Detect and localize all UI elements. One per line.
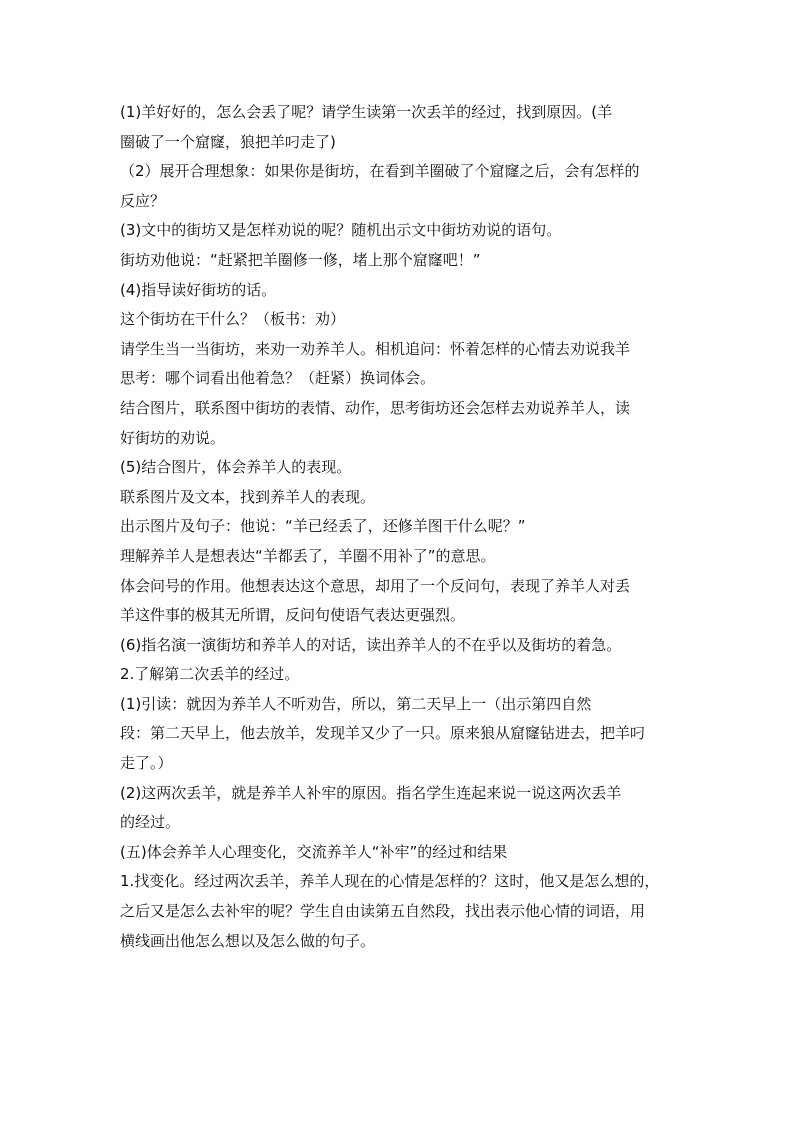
- text-line: 出示图片及句子：他说：“羊已经丢了，还修羊图干什么呢？”: [120, 517, 526, 536]
- text-line: (1)引读：就因为养羊人不听劝告，所以，第二天早上一（出示第四自然: [120, 694, 592, 713]
- text-line: 羊这件事的极其无所谓，反问句使语气表达更强烈。: [120, 606, 466, 625]
- text-line: 思考：哪个词看出他着急？（赶紧）换词体会。: [120, 369, 436, 388]
- lesson-text: [120, 98, 680, 956]
- text-line: 走了。）: [120, 754, 173, 773]
- text-line: 街坊劝他说：“赶紧把羊圈修一修，堵上那个窟窿吧！”: [120, 250, 481, 269]
- text-line: （2）展开合理想象：如果你是街坊，在看到羊圈破了个窟窿之后，会有怎样的: [120, 162, 640, 181]
- text-line: 联系图片及文本，找到养羊人的表现。: [120, 487, 376, 506]
- text-line: (4)指导读好街坊的话。: [120, 280, 277, 299]
- text-line: 横线画出他怎么想以及怎么做的句子。: [120, 931, 376, 950]
- text-line: 反应？: [120, 191, 166, 210]
- text-line: 之后又是怎么去补牢的呢？学生自由读第五自然段，找出表示他心情的词语，用: [120, 902, 646, 921]
- text-line: 1.找变化。经过两次丢羊，养羊人现在的心情是怎样的？这时，他又是怎么想的，: [120, 872, 660, 891]
- text-line: 2.了解第二次丢羊的经过。: [120, 665, 300, 684]
- text-line: (5)结合图片，体会养羊人的表现。: [120, 458, 352, 477]
- text-line: 请学生当一当街坊，来劝一劝养羊人。相机追问：怀着怎样的心情去劝说我羊: [120, 339, 631, 358]
- text-line: (五)体会养羊人心理变化，交流养羊人“补牢”的经过和结果: [120, 842, 508, 861]
- text-line: 的经过。: [120, 813, 181, 832]
- text-line: 体会问号的作用。他想表达这个意思，却用了一个反问句，表现了养羊人对丢: [120, 576, 631, 595]
- text-line: 结合图片，联系图中街坊的表情、动作，思考街坊还会怎样去劝说养羊人，读: [120, 398, 631, 417]
- text-line: (6)指名演一演街坊和养羊人的对话，读出养羊人的不在乎以及街坊的着急。: [120, 635, 622, 654]
- text-line: 段：第二天早上，他去放羊，发现羊又少了一只。原来狼从窟窿钻进去，把羊叼: [120, 724, 646, 743]
- text-line: (2)这两次丢羊，就是养羊人补牢的原因。指名学生连起来说一说这两次丢羊: [120, 783, 622, 802]
- text-line: 这个街坊在干什么？（板书：劝）: [120, 310, 346, 329]
- text-line: (3)文中的街坊又是怎样劝说的呢？随机出示文中街坊劝说的语句。: [120, 221, 562, 240]
- text-line: 圈破了一个窟窿，狼把羊叼走了): [120, 132, 336, 151]
- text-line: 好街坊的劝说。: [120, 428, 226, 447]
- text-line: (1)羊好好的，怎么会丢了呢？请学生读第一次丢羊的经过，找到原因。(羊: [120, 103, 613, 121]
- text-line: 理解养羊人是想表达“羊都丢了，羊圈不用补了”的意思。: [120, 546, 496, 565]
